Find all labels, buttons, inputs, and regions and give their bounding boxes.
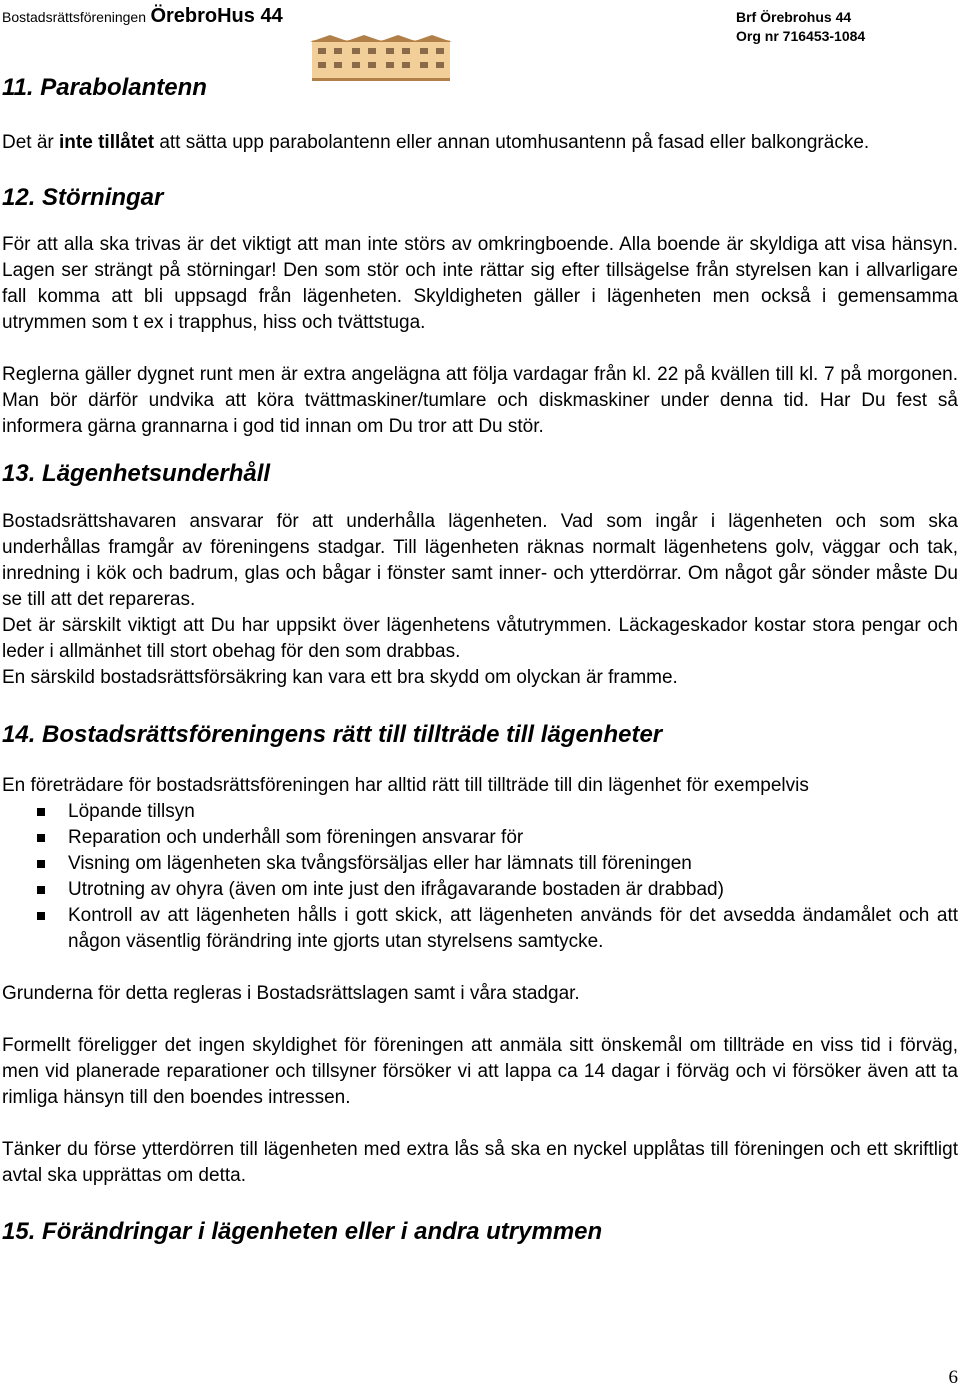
list-item: Kontroll av att lägenheten hålls i gott skick, att lägenheten används för det avsedda ändamålet och att någon väsentlig förändring inte gjorts utan styrelsens samtycke. — [2, 903, 958, 955]
heading-15: 15. Förändringar i lägenheten eller i andra utrymmen — [2, 1218, 603, 1245]
paragraph-13-2: Det är särskilt viktigt att Du har uppsikt över lägenhetens våtutrymmen. Läckageskador kostar stora pengar och leder i allmänhet till stort obehag för den som drabbas. — [2, 615, 958, 662]
list-item: Visning om lägenheten ska tvångsförsäljas eller har lämnats till föreningen — [2, 851, 958, 877]
p11-pre: Det är — [2, 132, 60, 153]
paragraph-13-1: Bostadsrättshavaren ansvarar för att underhålla lägenheten. Vad som ingår i lägenheten och som ska underhållas framgår av föreningens stadgar. Till lägenheten räknas normalt lägenhetens golv, väggar och tak, inredning i kök och badrum, glas och bågar i fönster samt inner- och ytterdörrar. Om något går sönder måste Du se till att det repareras. — [2, 511, 958, 610]
heading-12: 12. Störningar — [2, 184, 164, 211]
header-org-name: ÖrebroHus 44 — [150, 5, 283, 27]
p11-bold: inte tillåtet — [59, 132, 155, 153]
header-right — [736, 8, 865, 46]
square-bullet-icon — [37, 912, 45, 920]
paragraph-12-2: Reglerna gäller dygnet runt men är extra angelägna att följa vardagar från kl. 22 på kvällen till kl. 7 på morgonen. Man bör därför undvika att köra tvättmaskiner/tumlare och diskmaskiner under denna tid. Har Du fest så informera gärna grannarna i god tid innan om Du tror att Du stör. — [2, 364, 958, 437]
header-orgnr: Org nr 716453-1084 — [736, 28, 866, 44]
content — [2, 68, 958, 1248]
paragraph-14-2: Grunderna för detta regleras i Bostadsrättslagen samt i våra stadgar. — [2, 983, 580, 1004]
paragraph-14-4: Tänker du förse ytterdörren till lägenheten med extra lås så ska en nyckel upplåtas till föreningen och ett skriftligt avtal ska upprättas om detta. — [2, 1139, 958, 1186]
p11-post: att sätta upp parabolantenn eller annan utomhusantenn på fasad eller balkongräcke. — [154, 132, 870, 153]
paragraph-14-3: Formellt föreligger det ingen skyldighet för föreningen att anmäla sitt önskemål om tillträde en viss tid i förväg, men vid planerade reparationer och tillsyner försöker vi att lappa ca 14 dagar i förväg och vi försöker även att ta rimliga hänsyn till den boendes intressen. — [2, 1035, 958, 1108]
heading-13: 13. Lägenhetsunderhåll — [2, 460, 271, 487]
paragraph-12-1: För att alla ska trivas är det viktigt att man inte störs av omkringboende. Alla boende är skyldiga att visa hänsyn. Lagen ser strängt på störningar! Den som stör och inte rättar sig efter tillsägelse från styrelsen kan i allvarligare fall komma att bli uppsagd från lägenheten. Skyldigheten gäller i lägenheten men också i gemensamma utrymmen som t ex i trapphus, hiss och tvättstuga. — [2, 234, 958, 333]
page-number: 6 — [948, 1367, 958, 1388]
square-bullet-icon — [37, 860, 45, 868]
square-bullet-icon — [37, 834, 45, 842]
paragraph-11 — [2, 130, 958, 156]
paragraph-14-intro: En företrädare för bostadsrättsföreningen har alltid rätt till tillträde till din lägenhet för exempelvis — [2, 775, 809, 796]
heading-14: 14. Bostadsrättsföreningens rätt till tillträde till lägenheter — [2, 721, 663, 748]
access-reasons-list — [2, 799, 958, 955]
square-bullet-icon — [37, 886, 45, 894]
list-item: Löpande tillsyn — [2, 799, 958, 825]
square-bullet-icon — [37, 808, 45, 816]
header-org — [2, 5, 283, 28]
paragraph-13-3: En särskild bostadsrättsförsäkring kan vara ett bra skydd om olyckan är framme. — [2, 667, 678, 688]
heading-11: 11. Parabolantenn — [2, 74, 207, 101]
header-brf: Brf Örebrohus 44 — [736, 9, 852, 25]
list-item: Reparation och underhåll som föreningen ansvarar för — [2, 825, 958, 851]
header-org-prefix: Bostadsrättsföreningen — [2, 9, 146, 25]
list-item: Utrotning av ohyra (även om inte just den ifrågavarande bostaden är drabbad) — [2, 877, 958, 903]
